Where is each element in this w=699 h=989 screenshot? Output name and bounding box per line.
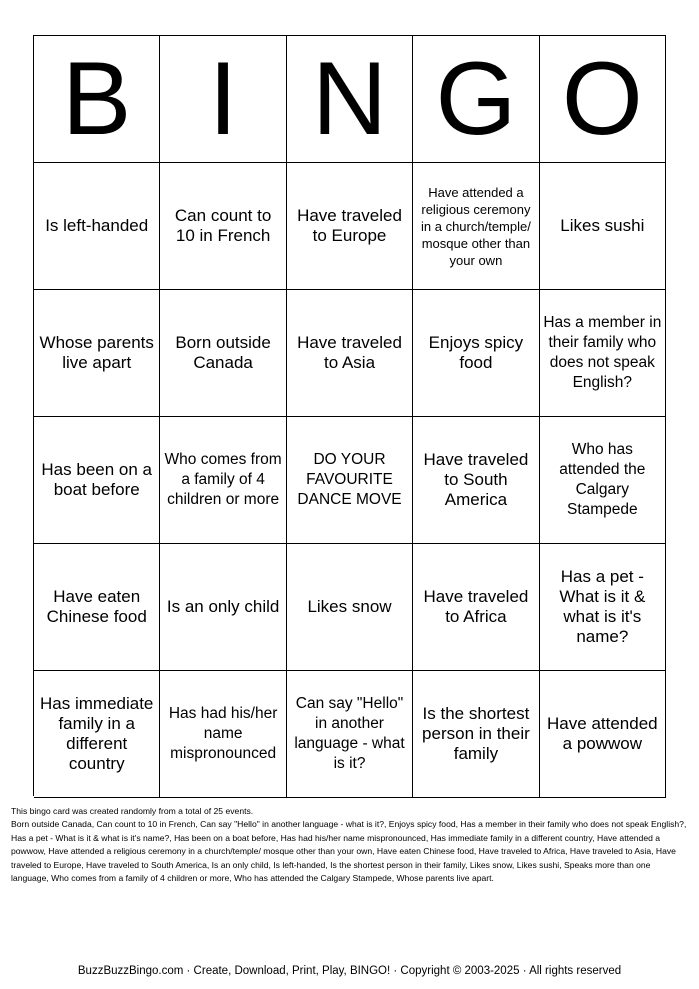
bingo-cell: Have attended a powwow (540, 671, 666, 798)
bingo-cell: Has a pet - What is it & what is it's name? (540, 544, 666, 671)
header-letter-i: I (160, 36, 286, 163)
bingo-cell: Has been on a boat before (34, 417, 160, 544)
card-summary: This bingo card was created randomly from a total of 25 events. (11, 806, 254, 816)
bingo-row-3 (34, 417, 666, 544)
bingo-cell: Born outside Canada (160, 290, 286, 417)
bingo-cell: Have eaten Chinese food (34, 544, 160, 671)
bingo-cell: Is the shortest person in their family (413, 671, 539, 798)
bingo-cell: Is an only child (160, 544, 286, 671)
bingo-cell: Can count to 10 in French (160, 163, 286, 290)
bingo-cell: Who has attended the Calgary Stampede (540, 417, 666, 544)
bingo-row-2 (34, 290, 666, 417)
header-letter-g: G (413, 36, 539, 163)
bingo-cell: Has immediate family in a different country (34, 671, 160, 798)
bingo-cell: Have traveled to Europe (287, 163, 413, 290)
bingo-cell: Has a member in their family who does not speak English? (540, 290, 666, 417)
bingo-cell: Have attended a religious ceremony in a church/temple/ mosque other than your own (413, 163, 539, 290)
bingo-cell: Can say "Hello" in another language - what is it? (287, 671, 413, 798)
site-credit: BuzzBuzzBingo.com · Create, Download, Print, Play, BINGO! · Copyright © 2003-2025 · All rights reserved (77, 965, 622, 977)
bingo-row-1 (34, 163, 666, 290)
bingo-cell: Have traveled to South America (413, 417, 539, 544)
bingo-cell: Who comes from a family of 4 children or more (160, 417, 286, 544)
header-letter-o: O (540, 36, 666, 163)
header-letter-n: N (287, 36, 413, 163)
bingo-cell: Has had his/her name mispronounced (160, 671, 286, 798)
bingo-header-row (34, 36, 666, 163)
free-space-cell: DO YOUR FAVOURITE DANCE MOVE (287, 417, 413, 544)
bingo-cell: Have traveled to Africa (413, 544, 539, 671)
bingo-cell: Whose parents live apart (34, 290, 160, 417)
card-description (11, 805, 689, 885)
bingo-cell: Is left-handed (34, 163, 160, 290)
event-list: Born outside Canada, Can count to 10 in French, Can say "Hello" in another language - what is it?, Enjoys spicy food, Has a member in their family who does not speak English?, Has a pet - What is it & what is it's name?, Has been on a boat before, Has had his/her name mispronounced, Has immediate family in a different country, Have attended a powwow, Have attended a religious ceremony in a church/temple/ mosque other than your own, Have eaten Chinese food, Have traveled to Africa, Have traveled to Asia, Have traveled to Europe, Have traveled to South America, Is an only child, Is left-handed, Is the shortest person in their family, Likes snow, Likes sushi, Speaks more than one language, Who comes from a family of 4 children or more, Who has attended the Calgary Stampede, Whose parents live apart. (11, 819, 687, 884)
header-letter-b: B (34, 36, 160, 163)
bingo-card (33, 35, 666, 796)
bingo-row-4 (34, 544, 666, 671)
bingo-row-5 (34, 671, 666, 798)
bingo-cell: Likes sushi (540, 163, 666, 290)
bingo-cell: Enjoys spicy food (413, 290, 539, 417)
bingo-cell: Have traveled to Asia (287, 290, 413, 417)
bingo-cell: Likes snow (287, 544, 413, 671)
